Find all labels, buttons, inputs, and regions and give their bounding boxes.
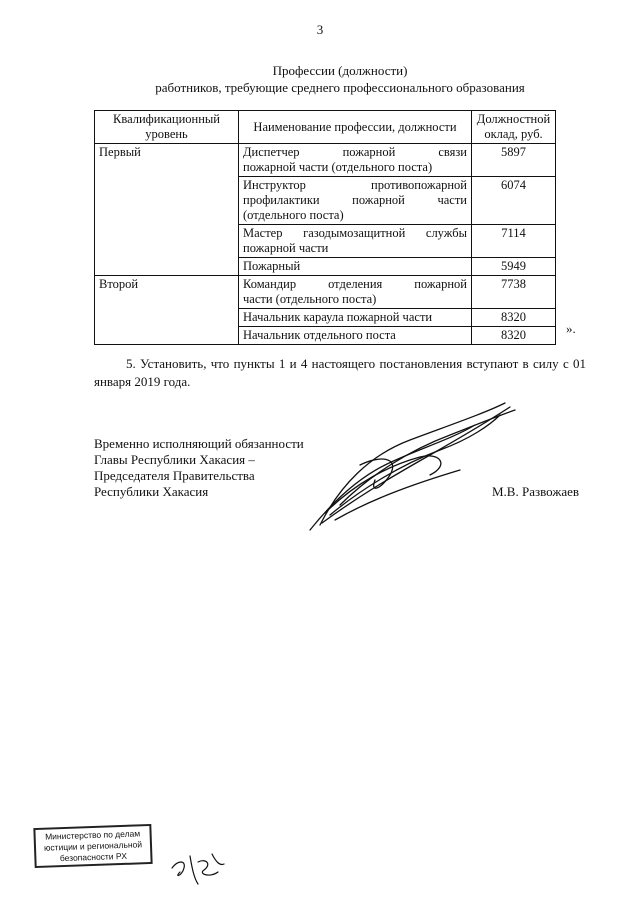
signatory-name: М.В. Развожаев <box>492 484 580 499</box>
professions-table <box>94 110 556 345</box>
level-cell: Первый <box>95 144 239 276</box>
header-profession: Наименование профессии, должности <box>239 111 472 144</box>
profession-cell <box>239 144 472 177</box>
stamp-line: юстиции и региональной <box>43 839 143 853</box>
profession-cell <box>239 327 472 345</box>
signatory-title <box>94 436 304 500</box>
salary-cell: 8320 <box>472 327 556 345</box>
signatory-line: Временно исполняющий обязанности <box>94 436 304 451</box>
table-row <box>95 144 556 177</box>
paragraph-5: 5. Установить, что пункты 1 и 4 настоящего постановления вступают в силу с 01 января 2019 года. <box>94 356 586 389</box>
header-level: Квалификационный уровень <box>95 111 239 144</box>
profession-line: Диспетчер пожарной связи <box>243 145 467 159</box>
profession-line: профилактики пожарной части <box>243 193 467 207</box>
profession-cell <box>239 177 472 225</box>
handwritten-signature <box>300 395 530 535</box>
salary-cell: 5897 <box>472 144 556 177</box>
level-cell: Второй <box>95 276 239 345</box>
ministry-stamp <box>33 824 152 868</box>
profession-line: пожарной части (отдельного поста) <box>243 160 433 174</box>
profession-line: (отдельного поста) <box>243 208 344 222</box>
signatory-line: Главы Республики Хакасия – <box>94 452 255 467</box>
profession-line: части (отдельного поста) <box>243 292 377 306</box>
profession-cell <box>239 258 472 276</box>
profession-line: пожарной части <box>243 241 329 255</box>
profession-cell <box>239 309 472 327</box>
profession-line: Начальник караула пожарной части <box>243 310 433 324</box>
signatory-line: Республики Хакасия <box>94 484 209 499</box>
salary-cell: 7114 <box>472 225 556 258</box>
header-salary: Должностной оклад, руб. <box>472 111 556 144</box>
title-line-1: Профессии (должности) <box>272 63 408 78</box>
page-number: 3 <box>316 22 324 37</box>
profession-cell <box>239 276 472 309</box>
stamp-line: Министерство по делам <box>44 828 141 842</box>
salary-cell: 5949 <box>472 258 556 276</box>
profession-line: Инструктор противопожарной <box>243 178 467 192</box>
table-row <box>95 276 556 309</box>
profession-line: Мастер газодымозащитной службы <box>243 226 467 240</box>
title-line-2: работников, требующие среднего профессионального образования <box>155 80 525 95</box>
salary-cell: 6074 <box>472 177 556 225</box>
signatory-line: Председателя Правительства <box>94 468 255 483</box>
table-header-row <box>95 111 556 144</box>
profession-cell <box>239 225 472 258</box>
salary-cell: 7738 <box>472 276 556 309</box>
quote-end: ». <box>566 321 576 336</box>
stamp-line: безопасности РХ <box>59 850 128 864</box>
handwritten-initials <box>168 848 228 888</box>
profession-line: Пожарный <box>243 259 301 273</box>
salary-cell: 8320 <box>472 309 556 327</box>
profession-line: Командир отделения пожарной <box>243 277 467 291</box>
document-title <box>60 62 620 96</box>
profession-line: Начальник отдельного поста <box>243 328 396 342</box>
